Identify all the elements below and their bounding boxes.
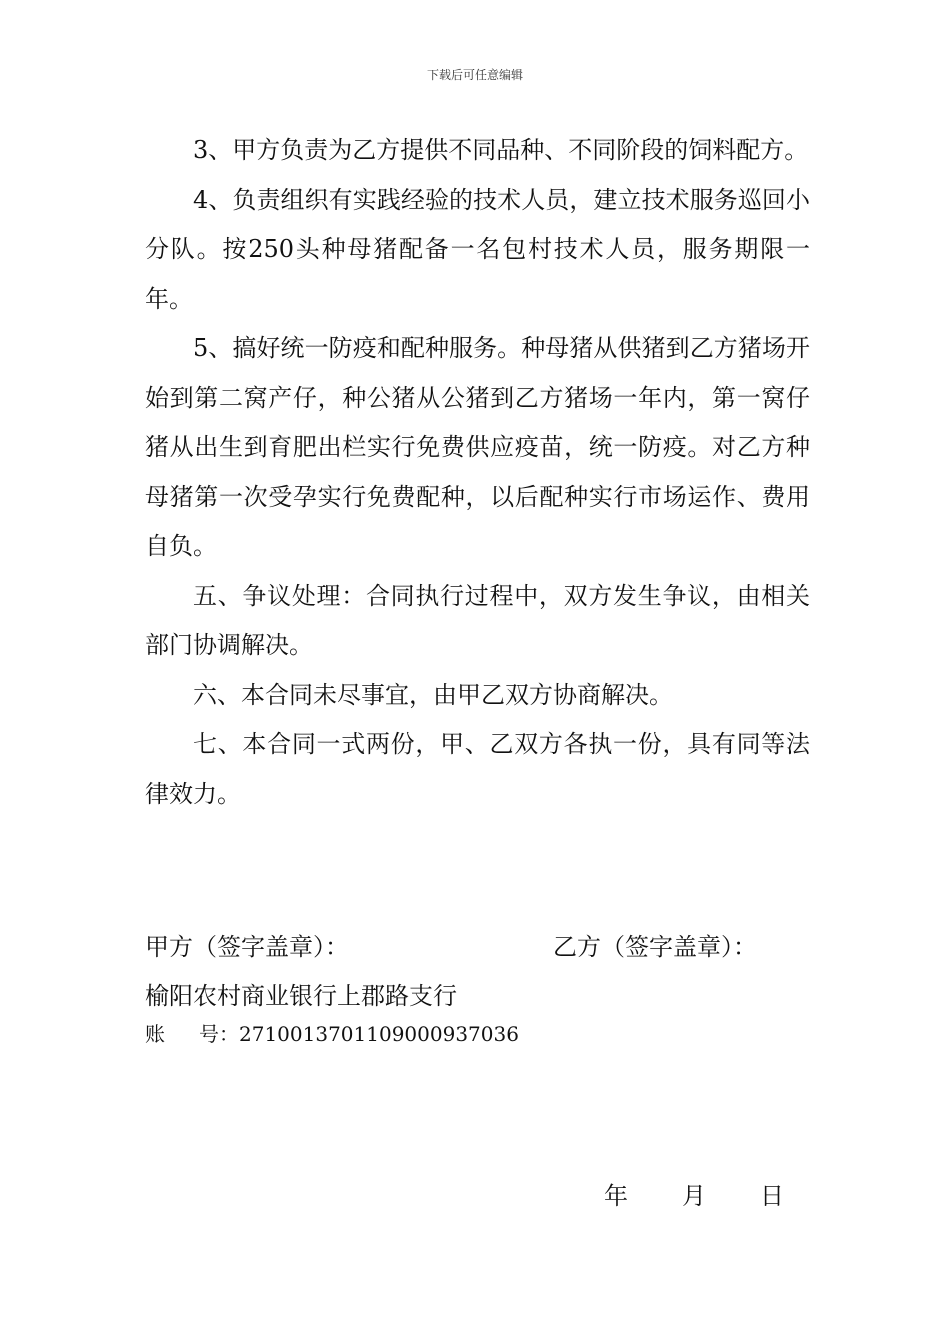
account-label-char-2: 号： [199, 1022, 239, 1046]
header-note: 下载后可任意编辑 [426, 68, 523, 82]
clause-5: 5、搞好统一防疫和配种服务。种母猪从供猪到乙方猪场开始到第二窝产仔，种公猪从公猪到乙方猪场一年内，第一窝仔猪从出生到育肥出栏实行免费供应疫苗，统一防疫。对乙方种母猪第一次受孕实行免费配种，以后配种实行市场运作、费用自负。 [145, 334, 810, 560]
date-year: 年 [604, 1182, 628, 1210]
party-b-signature-label: 乙方（签字盖章）： [553, 933, 757, 961]
bank-name: 榆阳农村商业银行上郡路支行 [145, 982, 457, 1010]
contract-body [145, 126, 810, 819]
account-number: 27100137011090009370​36 [239, 1022, 519, 1046]
date-month: 月 [682, 1182, 706, 1210]
clause-unresolved: 六、本合同未尽事宜，由甲乙双方协商解决。 [193, 680, 673, 709]
account-label-char-1: 账 [145, 1022, 165, 1046]
party-a-signature-label: 甲方（签字盖章）： [145, 933, 349, 961]
clause-4: 4、负责组织有实践经验的技术人员，建立技术服务巡回小分队。按250头种母猪配备一名包村技术人员，服务期限一年。 [145, 185, 810, 313]
date-day: 日 [760, 1182, 784, 1210]
clause-dispute: 五、争议处理：合同执行过程中，双方发生争议，由相关部门协调解决。 [145, 581, 810, 659]
date-row [604, 1172, 784, 1220]
clause-copies: 七、本合同一式两份，甲、乙双方各执一份，具有同等法律效力。 [145, 730, 810, 808]
account-line [145, 1016, 519, 1052]
signature-row [145, 922, 810, 972]
clause-3: 3、甲方负责为乙方提供不同品种、不同阶段的饲料配方。 [193, 136, 809, 164]
